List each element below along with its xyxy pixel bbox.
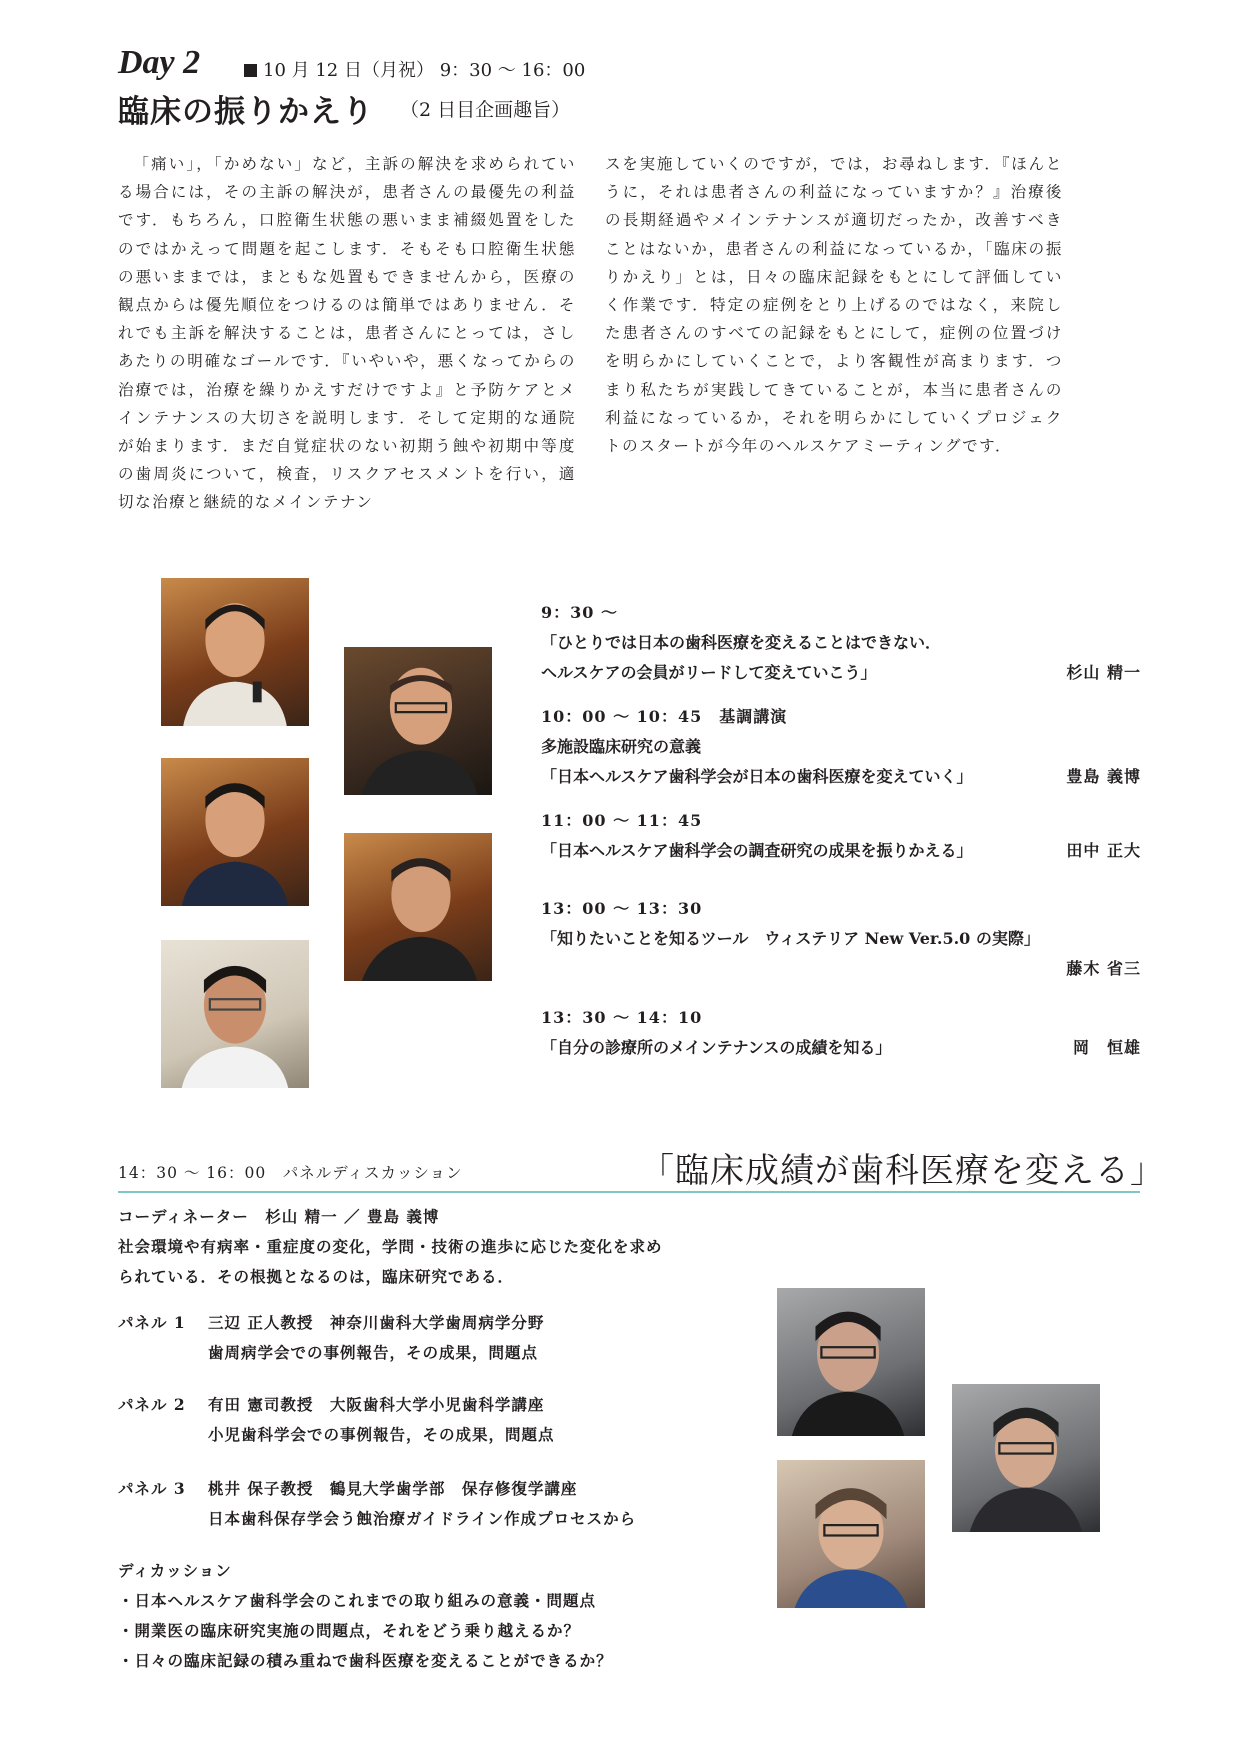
- intro-right-column: スを実施していくのですが，では，お尋ねします．『ほんとうに，それは患者さんの利益になっていますか？』治療後の長期経過やメインテナンスが適切だったか，改善すべきことはないか，患者さんの利益になっているか，「臨床の振りかえり」とは，日々の臨床記録をもとにして評価していく作業です．特定の症例をとり上げるのではなく，来院した患者さんのすべての記録をもとにして，症例の位置づけを明らかにしていくことで，より客観性が高まります．つまり私たちが実践してきていることが，本当に患者さんの利益になっているか，それを明らかにしていくプロジェクトのスタートが今年のヘルスケアミーティングです．: [605, 155, 1063, 456]
- speaker-photo-fujiki: [344, 833, 492, 981]
- discussion-item: ・開業医の臨床研究実施の問題点，それをどう乗り越えるか？: [118, 1621, 581, 1640]
- portrait-icon: [777, 1460, 925, 1608]
- panel-topic: 歯周病学会での事例報告，その成果，問題点: [208, 1343, 539, 1362]
- panel-coordinator: コーディネーター 杉山 精一 ／ 豊島 義博: [118, 1207, 440, 1226]
- portrait-icon: [777, 1288, 925, 1436]
- speaker-photo-sugiyama: [161, 578, 309, 726]
- portrait-icon: [344, 833, 492, 981]
- panel-presenter: 桃井 保子教授 鶴見大学歯学部 保存修復学講座: [208, 1479, 578, 1498]
- schedule-title-line: 「自分の診療所のメインテナンスの成績を知る」: [541, 1038, 892, 1057]
- panel-label: パネル 2: [118, 1395, 186, 1414]
- schedule-block-3: [541, 806, 1141, 866]
- panel-3: [118, 1474, 636, 1534]
- schedule-title-line: 「日本ヘルスケア歯科学会の調査研究の成果を振りかえる」: [541, 841, 973, 860]
- schedule-time: 13：00 〜 13：30: [541, 899, 703, 918]
- panel-presenter: 三辺 正人教授 神奈川歯科大学歯周病学分野: [208, 1313, 545, 1332]
- schedule-block-1: [541, 598, 1141, 688]
- panel-presenter: 有田 憲司教授 大阪歯科大学小児歯科学講座: [208, 1395, 545, 1414]
- schedule-block-2: [541, 702, 1141, 792]
- event-date-text: 10 月 12 日（月祝） 9：30 〜 16：00: [263, 60, 586, 81]
- discussion-heading: ディカッション: [118, 1561, 232, 1580]
- portrait-icon: [161, 940, 309, 1088]
- portrait-icon: [344, 647, 492, 795]
- panel-title: 「臨床成績が歯科医療を変える」: [640, 1151, 1165, 1191]
- panelist-photo-mitobe: [777, 1288, 925, 1436]
- page-subtitle: （2 日目企画趣旨）: [400, 99, 571, 121]
- panel-label: パネル 3: [118, 1479, 186, 1498]
- schedule-time: 10：00 〜 10：45 基調講演: [541, 707, 788, 726]
- intro-left-column: 「痛い」，「かめない」など，主訴の解決を求められている場合には，その主訴の解決が，患者さんの最優先の利益です．もちろん，口腔衛生状態の悪いまま補綴処置をしたのではかえって問題を起こします．そもそも口腔衛生状態の悪いままでは，まともな処置もできませんから，医療の観点からは優先順位をつけるのは簡単ではありません．それでも主訴を解決することは，患者さんにとっては，さしあたりの明確なゴールです．『いやいや，悪くなってからの治療では，治療を繰りかえすだけですよ』と予防ケアとメインテナンスの大切さを説明します．そして定期的な通院が始まります．まだ自覚症状のない初期う蝕や初期中等度の歯周炎について，検査，リスクアセスメントを行い，適切な治療と継続的なメインテナン: [118, 155, 576, 512]
- schedule-speaker: 岡 恒雄: [1072, 1038, 1141, 1057]
- speaker-photo-tanaka: [161, 758, 309, 906]
- event-date: [244, 56, 585, 82]
- schedule-block-5: [541, 1003, 1141, 1063]
- discussion-item: ・日本ヘルスケア歯科学会のこれまでの取り組みの意義・問題点: [118, 1591, 597, 1610]
- panel-description-line: られている．その根拠となるのは，臨床研究である．: [118, 1267, 515, 1286]
- schedule-time: 13：30 〜 14：10: [541, 1008, 703, 1027]
- page-title: 臨床の振りかえり: [118, 94, 374, 130]
- panelist-photo-momoi: [777, 1460, 925, 1608]
- panel-topic: 小児歯科学会での事例報告，その成果，問題点: [208, 1425, 555, 1444]
- schedule-block-4: [541, 894, 1141, 984]
- schedule-speaker: 杉山 精一: [1066, 663, 1141, 682]
- panel-time: 14：30 〜 16：00 パネルディスカッション: [118, 1164, 463, 1182]
- panel-description-line: 社会環境や有病率・重症度の変化，学問・技術の進歩に応じた変化を求め: [118, 1237, 663, 1256]
- schedule-speaker: 藤木 省三: [1066, 959, 1141, 978]
- portrait-icon: [161, 758, 309, 906]
- schedule-title-line: 「知りたいことを知るツール ウィステリア New Ver.5.0 の実際」: [541, 929, 1040, 948]
- schedule-time: 9：30 〜: [541, 603, 618, 622]
- schedule-speaker: 豊島 義博: [1066, 767, 1141, 786]
- portrait-icon: [952, 1384, 1100, 1532]
- schedule-title-line: 「日本ヘルスケア歯科学会が日本の歯科医療を変えていく」: [541, 767, 973, 786]
- panel-topic: 日本歯科保存学会う蝕治療ガイドライン作成プロセスから: [208, 1509, 637, 1528]
- schedule-title-line: 多施設臨床研究の意義: [541, 737, 702, 756]
- discussion-item: ・日々の臨床記録の積み重ねで歯科医療を変えることができるか？: [118, 1651, 613, 1670]
- divider-rule: [118, 1191, 1140, 1193]
- square-bullet-icon: [244, 64, 257, 77]
- schedule-title-line: ヘルスケアの会員がリードして変えていこう」: [541, 663, 877, 682]
- schedule-time: 11：00 〜 11：45: [541, 811, 703, 830]
- panel-2: [118, 1390, 555, 1450]
- speaker-photo-toyoshima: [344, 647, 492, 795]
- schedule-speaker: 田中 正大: [1066, 841, 1141, 860]
- panel-1: [118, 1308, 544, 1368]
- day-label: Day 2: [118, 44, 201, 81]
- portrait-icon: [161, 578, 309, 726]
- panelist-photo-arita: [952, 1384, 1100, 1532]
- panel-label: パネル 1: [118, 1313, 186, 1332]
- speaker-photo-oka: [161, 940, 309, 1088]
- schedule-title-line: 「ひとりでは日本の歯科医療を変えることはできない．: [541, 633, 942, 652]
